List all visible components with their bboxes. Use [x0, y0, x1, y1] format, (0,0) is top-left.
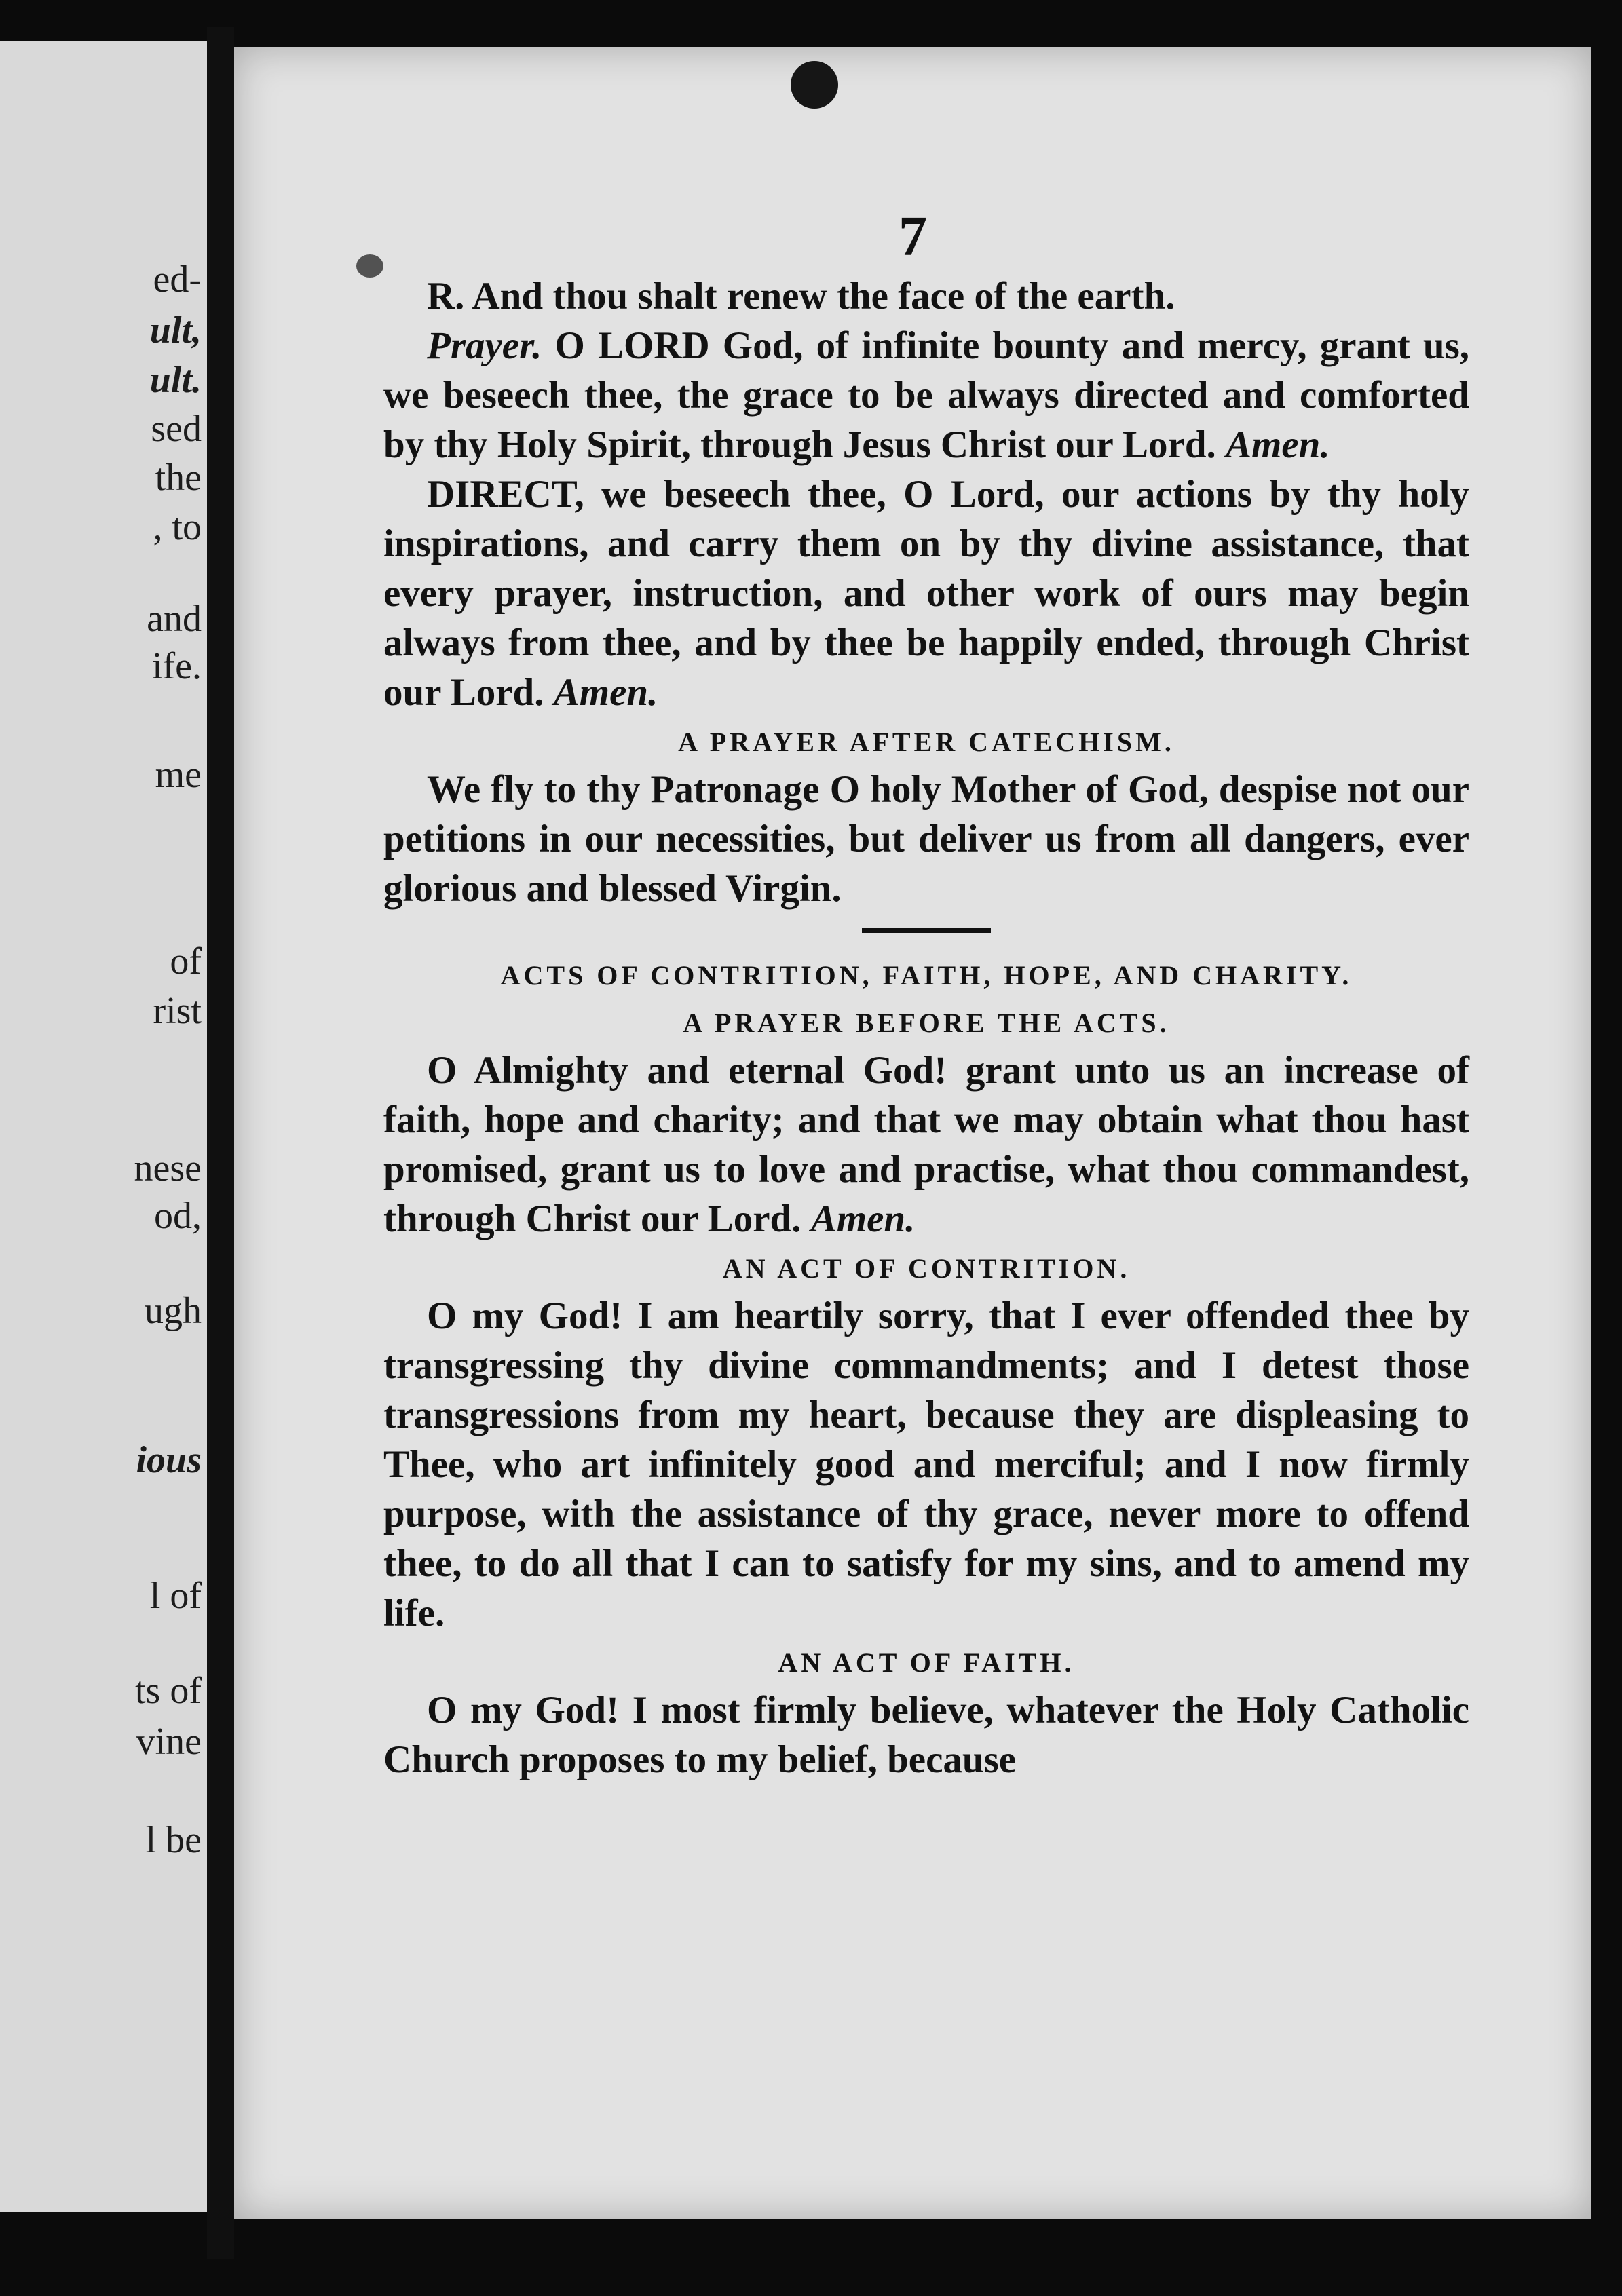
left-page-fragment: ts of [135, 1670, 202, 1712]
amen: Amen. [810, 1198, 916, 1240]
left-page-fragment: me [155, 754, 202, 796]
almighty-paragraph [383, 1046, 1469, 1244]
heading-acts: ACTS OF CONTRITION, FAITH, HOPE, AND CHARITY. [500, 960, 1353, 991]
left-page-fragment: ife. [151, 645, 202, 687]
patronage-paragraph: We fly to thy Patronage O holy Mother of God, despise not our petitions in our necessities, but deliver us from all dangers, ever glorious and blessed Virgin. [383, 768, 1469, 910]
section-rule [862, 928, 991, 933]
direct-paragraph [383, 470, 1469, 717]
direct-body: DIRECT, we beseech thee, O Lord, our actions by thy holy inspirations, and carry them on by thy divine assistance, that every prayer, instruction, and other work of ours may begin always from thee, and by thee be happily ended, through Christ our Lord. [383, 473, 1469, 714]
prayer-body: O LORD God, of infinite bounty and mercy, grant us, we beseech thee, the grace to be always directed and comforted by thy Holy Spirit, through Jesus Christ our Lord. [383, 324, 1469, 466]
left-page-fragment: vine [136, 1721, 202, 1763]
amen: Amen. [553, 671, 658, 714]
prayer-paragraph [383, 321, 1469, 470]
heading-prayer-before-acts: A PRAYER BEFORE THE ACTS. [683, 1008, 1170, 1038]
left-page-fragment: and [147, 598, 202, 640]
left-page-fragment: of [170, 940, 202, 982]
left-page-fragment: l be [145, 1819, 202, 1861]
left-page-fragment: l of [149, 1575, 202, 1617]
faith-paragraph: O my God! I most firmly believe, whatever the Holy Catholic Church proposes to my belief, because [383, 1689, 1469, 1781]
left-page-fragment: ult. [149, 359, 202, 401]
left-page [0, 41, 207, 2212]
left-page-fragment: ious [136, 1439, 202, 1481]
left-page-fragment: rist [153, 990, 202, 1032]
prayer-lead: Prayer. [427, 324, 542, 367]
ink-stain [356, 254, 383, 278]
left-page-fragment: od, [154, 1195, 202, 1237]
heading-act-of-faith: AN ACT OF FAITH. [778, 1647, 1075, 1678]
book-spine [207, 27, 234, 2259]
left-page-fragment: , to [153, 506, 202, 548]
heading-prayer-after-catechism: A PRAYER AFTER CATECHISM. [678, 727, 1175, 757]
contrition-paragraph: O my God! I am heartily sorry, that I ever offended thee by transgressing thy divine commandments; and I detest those transgressions from my heart, because they are displeasing to Thee, who art infinitely good and merciful; and I now firmly purpose, with the assistance of thy grace, never more to offend thee, to do all that I can to satisfy for my sins, and to amend my life. [383, 1295, 1469, 1634]
response-line: R. And thou shalt renew the face of the earth. [427, 275, 1175, 318]
almighty-body: O Almighty and eternal God! grant unto us an increase of faith, hope and charity; and that we may obtain what thou hast promised, grant us to love and practise, what thou commandest, through Christ our Lord. [383, 1049, 1469, 1240]
right-page [234, 47, 1591, 2219]
heading-act-of-contrition: AN ACT OF CONTRITION. [722, 1253, 1131, 1284]
page-number: 7 [899, 205, 927, 268]
left-page-fragment: nese [134, 1147, 202, 1189]
amen: Amen. [1226, 423, 1330, 466]
left-page-fragment: sed [151, 408, 202, 450]
left-page-fragment: the [155, 457, 202, 499]
page-text [383, 271, 1469, 1784]
left-page-fragment: ugh [145, 1290, 202, 1332]
left-page-fragment: ult, [149, 309, 202, 351]
left-page-fragment: ed- [153, 259, 202, 301]
ink-stain [791, 61, 838, 109]
